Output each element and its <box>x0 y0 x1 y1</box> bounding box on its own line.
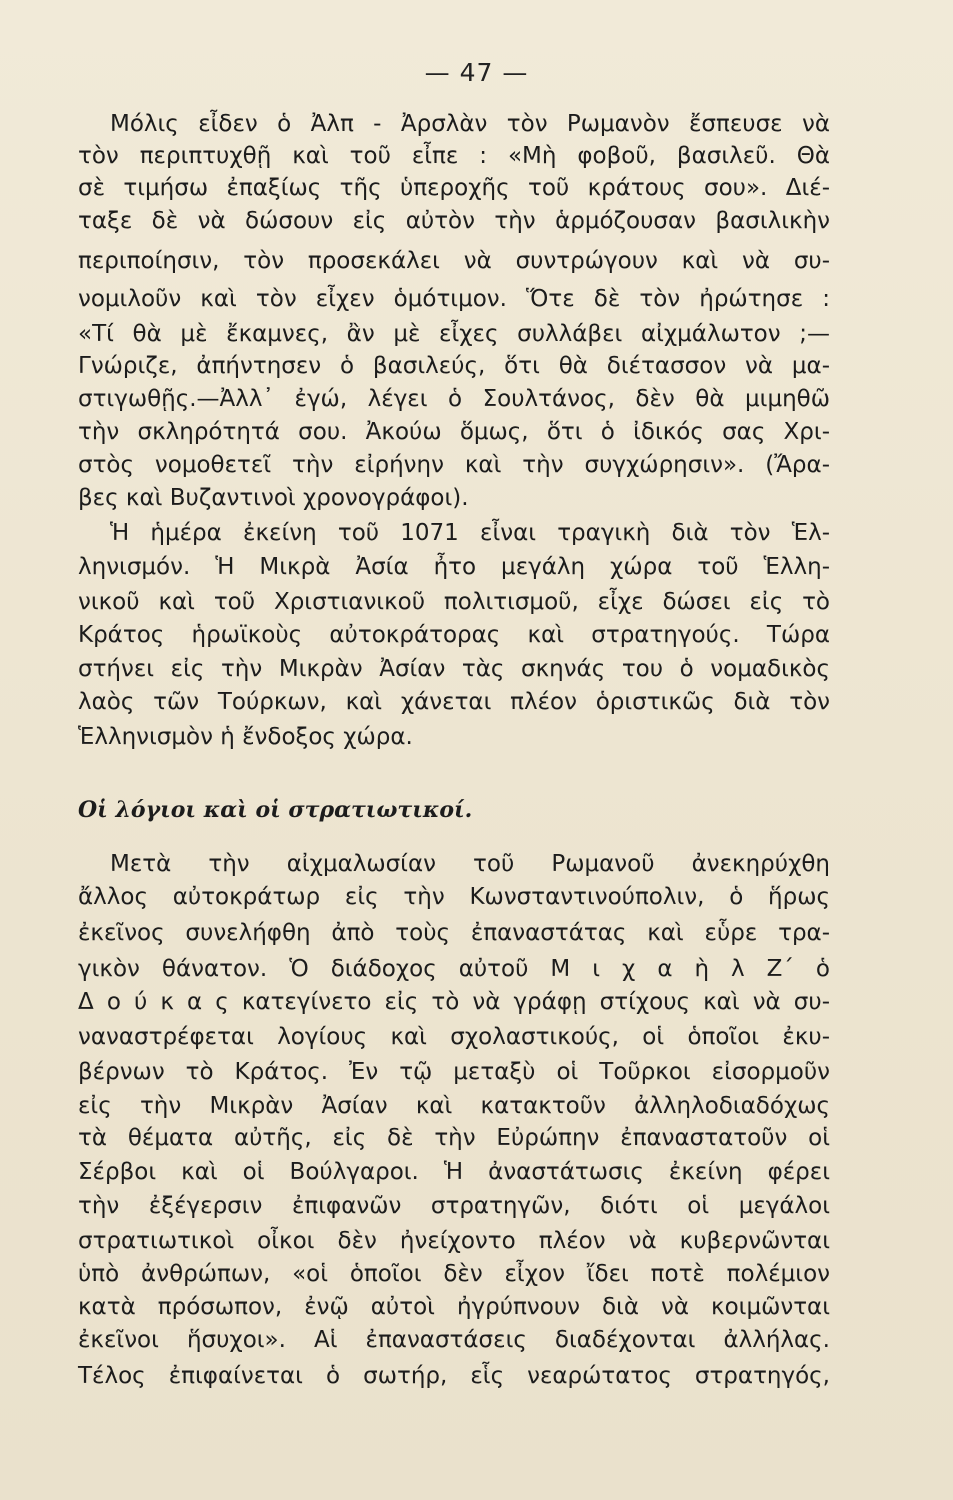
text-line: Μετὰ τὴν αἰχμαλωσίαν τοῦ Ρωμανοῦ ἀνεκηρύχθη <box>110 851 830 877</box>
text-line: εἰς τὴν Μικρὰν Ἀσίαν καὶ κατακτοῦν ἀλληλοδιαδόχως <box>78 1093 830 1119</box>
text-line: ναναστρέφεται λογίους καὶ σχολαστικούς, οἱ ὁποῖοι ἐκυ- <box>78 1024 830 1050</box>
text-line: τὴν σκληρότητά σου. Ἀκούω ὅμως, ὅτι ὁ ἰδικός σας Χρι- <box>78 419 830 445</box>
text-line: ταξε δὲ νὰ δώσουν εἰς αὐτὸν τὴν ἁρμόζουσαν βασιλικὴν <box>78 208 830 234</box>
text-line: στήνει εἰς τὴν Μικρὰν Ἀσίαν τὰς σκηνάς του ὁ νομαδικὸς <box>78 656 830 682</box>
section-heading: Οἱ λόγιοι καὶ οἱ στρατιωτικοί. <box>78 797 473 823</box>
text-line: ὑπὸ ἀνθρώπων, «οἱ ὁποῖοι δὲν εἶχον ἴδει ποτὲ πολέμιον <box>78 1261 830 1287</box>
text-line: λαὸς τῶν Τούρκων, καὶ χάνεται πλέον ὁριστικῶς διὰ τὸν <box>78 689 830 715</box>
text-line: κατὰ πρόσωπον, ἐνῷ αὐτοὶ ἠγρύπνουν διὰ νὰ κοιμῶνται <box>78 1294 830 1320</box>
text-line: ἄλλος αὐτοκράτωρ εἰς τὴν Κωνσταντινούπολιν, ὁ ἥρως <box>78 884 830 910</box>
text-line: τὴν ἐξέγερσιν ἐπιφανῶν στρατηγῶν, διότι οἱ μεγάλοι <box>78 1193 830 1219</box>
page-number: — 47 — <box>424 58 529 87</box>
text-line: σὲ τιμήσω ἐπαξίως τῆς ὑπεροχῆς τοῦ κράτους σου». Διέ- <box>78 175 830 201</box>
text-line: στὸς νομοθετεῖ τὴν εἰρήνην καὶ τὴν συγχώρησιν». (Ἄρα- <box>78 452 830 478</box>
text-line: βέρνων τὸ Κράτος. Ἐν τῷ μεταξὺ οἱ Τοῦρκοι εἰσορμοῦν <box>78 1059 830 1085</box>
text-line: νικοῦ καὶ τοῦ Χριστιανικοῦ πολιτισμοῦ, εἶχε δώσει εἰς τὸ <box>78 589 830 615</box>
text-line: στρατιωτικοὶ οἶκοι δὲν ἠνείχοντο πλέον νὰ κυβερνῶνται <box>78 1228 830 1254</box>
text-line: Μόλις εἶδεν ὁ Ἀλπ - Ἀρσλὰν τὸν Ρωμανὸν ἔσπευσε νὰ <box>110 111 830 137</box>
text-line: περιποίησιν, τὸν προσεκάλει νὰ συντρώγουν καὶ νὰ συ- <box>78 248 830 274</box>
text-line: τὸν περιπτυχθῇ καὶ τοῦ εἶπε : «Μὴ φοβοῦ, βασιλεῦ. Θὰ <box>78 143 830 169</box>
text-line: Δ ο ύ κ α ς κατεγίνετο εἰς τὸ νὰ γράφῃ στίχους καὶ νὰ συ- <box>78 989 830 1015</box>
text-line: Ἡ ἡμέρα ἐκείνη τοῦ 1071 εἶναι τραγικὴ διὰ τὸν Ἑλ- <box>110 520 830 546</box>
text-line: Γνώριζε, ἀπήντησεν ὁ βασιλεύς, ὅτι θὰ διέτασσον νὰ μα- <box>78 353 830 379</box>
text-line: γικὸν θάνατον. Ὁ διάδοχος αὐτοῦ Μ ι χ α ὴ λ Ζ΄ ὁ <box>78 956 830 982</box>
text-line: Ἑλληνισμὸν ἡ ἔνδοξος χώρα. <box>78 724 413 750</box>
text-line: «Τί θὰ μὲ ἔκαμνες, ἂν μὲ εἶχες συλλάβει αἰχμάλωτον ;— <box>78 321 830 347</box>
text-line: στιγωθῇς.—Ἀλλ᾽ ἐγώ, λέγει ὁ Σουλτάνος, δὲν θὰ μιμηθῶ <box>78 386 830 412</box>
text-line: ληνισμόν. Ἡ Μικρὰ Ἀσία ἦτο μεγάλη χώρα τοῦ Ἑλλη- <box>78 554 830 580</box>
text-line: ἐκεῖνος συνελήφθη ἀπὸ τοὺς ἐπαναστάτας καὶ εὗρε τρα- <box>78 920 830 946</box>
text-line: ἐκεῖνοι ἥσυχοι». Αἱ ἐπαναστάσεις διαδέχονται ἀλλήλας. <box>78 1327 830 1353</box>
text-line: Τέλος ἐπιφαίνεται ὁ σωτήρ, εἷς νεαρώτατος στρατηγός, <box>78 1363 830 1389</box>
text-line: βες καὶ Βυζαντινοὶ χρονογράφοι). <box>78 485 469 511</box>
text-line: Σέρβοι καὶ οἱ Βούλγαροι. Ἡ ἀναστάτωσις ἐκείνη φέρει <box>78 1159 830 1185</box>
text-line: τὰ θέματα αὐτῆς, εἰς δὲ τὴν Εὐρώπην ἐπαναστατοῦν οἱ <box>78 1125 830 1151</box>
text-line: Κράτος ἡρωϊκοὺς αὐτοκράτορας καὶ στρατηγούς. Τώρα <box>78 622 830 648</box>
text-line: νομιλοῦν καὶ τὸν εἶχεν ὁμότιμον. Ὅτε δὲ τὸν ἠρώτησε : <box>78 286 830 312</box>
